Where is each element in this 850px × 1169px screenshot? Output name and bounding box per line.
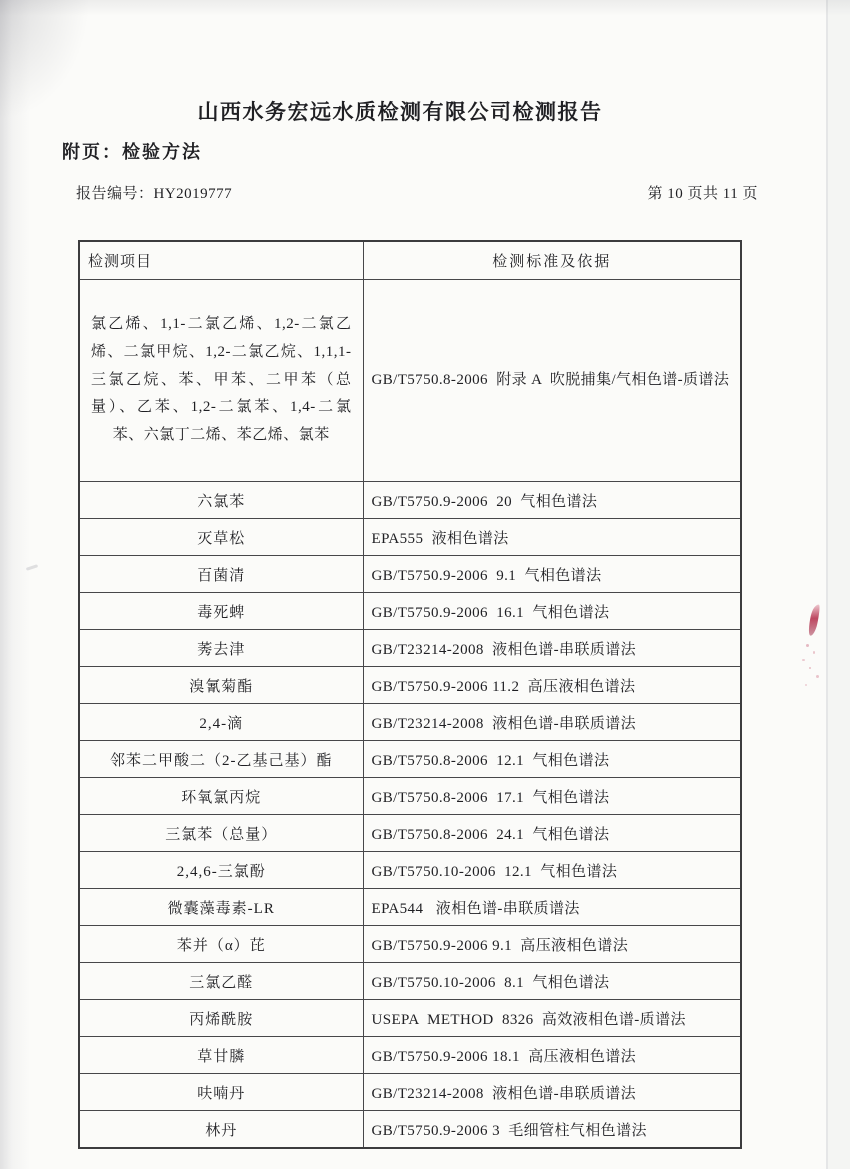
method-cell: GB/T5750.10-2006 8.1 气相色谱法 [363,963,741,1000]
table-row [79,667,741,704]
item-cell: 丙烯酰胺 [79,1000,363,1037]
report-number-label: 报告编号： [76,186,154,202]
item-cell: 毒死蜱 [79,593,363,630]
method-cell: GB/T5750.9-2006 3 毛细管柱气相色谱法 [363,1111,741,1149]
method-cell: GB/T5750.9-2006 20 气相色谱法 [363,482,741,519]
table-row [79,852,741,889]
item-cell: 氯乙烯、1,1-二氯乙烯、1,2-二氯乙烯、二氯甲烷、1,2-二氯乙烷、1,1,1-三氯乙烷、苯、甲苯、二甲苯（总量）、乙苯、1,2-二氯苯、1,4-二氯苯、六氯丁二烯、苯乙烯、氯苯 [79,280,363,482]
method-cell: GB/T23214-2008 液相色谱-串联质谱法 [363,630,741,667]
table-row [79,1000,741,1037]
table-row [79,815,741,852]
item-cell: 苯并（α）芘 [79,926,363,963]
report-title: 山西水务宏远水质检测有限公司检测报告 [197,101,603,124]
red-ink-mark [800,598,834,698]
red-ink-dot [806,644,809,647]
item-cell: 三氯乙醛 [79,963,363,1000]
table-row [79,1037,741,1074]
table-row [79,741,741,778]
table-row [79,630,741,667]
table-row [79,778,741,815]
table-header-row [79,241,741,280]
method-cell: GB/T5750.9-2006 11.2 高压液相色谱法 [363,667,741,704]
table-row [79,1111,741,1149]
item-cell: 环氧氯丙烷 [79,778,363,815]
method-cell: GB/T5750.9-2006 18.1 高压液相色谱法 [363,1037,741,1074]
table-row [79,482,741,519]
item-cell: 2,4,6-三氯酚 [79,852,363,889]
table-row [79,963,741,1000]
table-row [79,704,741,741]
item-cell: 呋喃丹 [79,1074,363,1111]
item-cell: 莠去津 [79,630,363,667]
item-cell: 灭草松 [79,519,363,556]
table-row [79,593,741,630]
scan-top-shadow [0,0,850,16]
column-header-method: 检测标准及依据 [363,241,741,280]
table-row [79,556,741,593]
table-row [79,889,741,926]
red-ink-streak [807,604,821,637]
column-header-item: 检测项目 [79,241,363,280]
attachment-heading: 附页：检验方法 [62,142,202,162]
item-cell: 六氯苯 [79,482,363,519]
method-cell: GB/T23214-2008 液相色谱-串联质谱法 [363,1074,741,1111]
report-number [76,182,232,203]
scan-right-margin [828,0,850,1169]
method-cell: GB/T5750.8-2006 24.1 气相色谱法 [363,815,741,852]
red-ink-dot [813,651,815,654]
method-cell: GB/T5750.8-2006 附录 A 吹脱捕集/气相色谱-质谱法 [363,280,741,482]
scan-left-shadow [0,0,30,1169]
method-cell: GB/T5750.9-2006 16.1 气相色谱法 [363,593,741,630]
method-cell: GB/T23214-2008 液相色谱-串联质谱法 [363,704,741,741]
page-edge-line [826,0,828,1169]
report-number-value: HY2019777 [153,186,233,202]
table-row [79,1074,741,1111]
red-ink-dot [809,667,811,669]
method-cell: GB/T5750.9-2006 9.1 高压液相色谱法 [363,926,741,963]
method-cell: EPA555 液相色谱法 [363,519,741,556]
item-cell: 微囊藻毒素-LR [79,889,363,926]
method-cell: GB/T5750.10-2006 12.1 气相色谱法 [363,852,741,889]
method-cell: EPA544 液相色谱-串联质谱法 [363,889,741,926]
item-cell: 草甘膦 [79,1037,363,1074]
table-row [79,926,741,963]
table-row [79,519,741,556]
method-cell: GB/T5750.8-2006 17.1 气相色谱法 [363,778,741,815]
item-cell: 百菌清 [79,556,363,593]
method-cell: GB/T5750.8-2006 12.1 气相色谱法 [363,741,741,778]
item-cell: 三氯苯（总量） [79,815,363,852]
methods-table [78,240,742,1149]
method-cell: USEPA METHOD 8326 高效液相色谱-质谱法 [363,1000,741,1037]
item-cell: 林丹 [79,1111,363,1149]
item-cell: 2,4-滴 [79,704,363,741]
page-indicator: 第 10 页共 11 页 [647,186,758,202]
red-ink-dot [805,684,807,686]
red-ink-dot [802,659,805,661]
methods-table-body [79,280,741,1149]
table-row [79,280,741,482]
item-cell: 邻苯二甲酸二（2-乙基己基）酯 [79,741,363,778]
method-cell: GB/T5750.9-2006 9.1 气相色谱法 [363,556,741,593]
item-cell: 溴氰菊酯 [79,667,363,704]
red-ink-dot [816,675,819,678]
